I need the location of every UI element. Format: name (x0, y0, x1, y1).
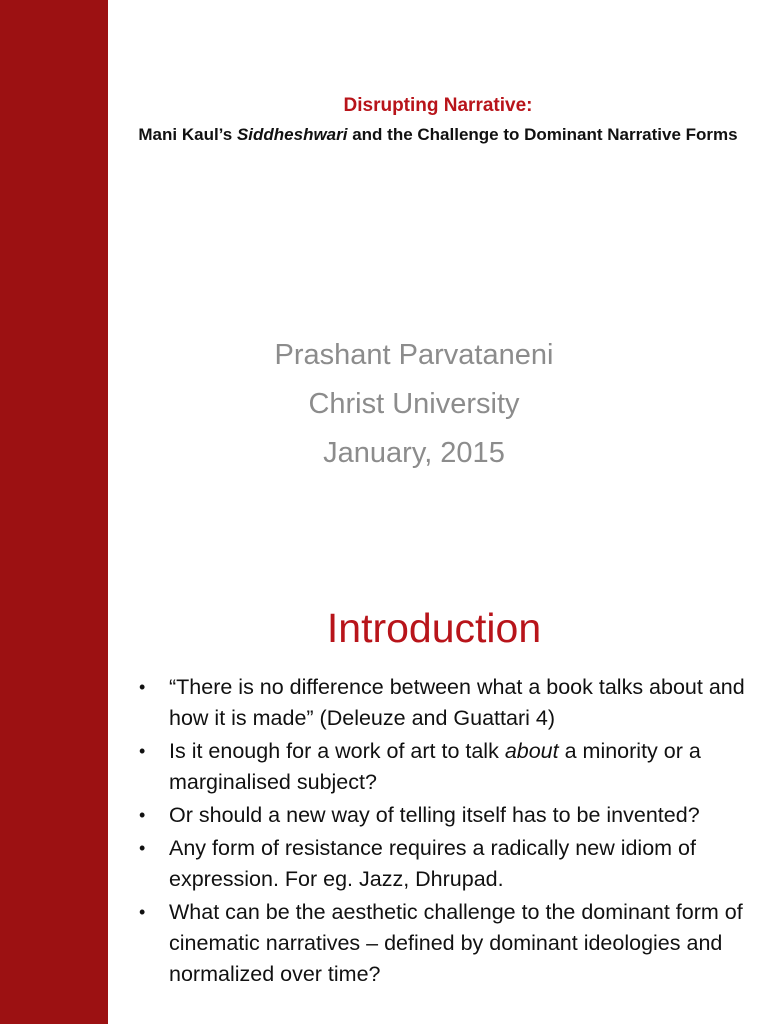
subtitle-film-name: Siddheshwari (236, 125, 348, 144)
list-item (136, 833, 748, 895)
author-name: Prashant Parvataneni (274, 339, 554, 371)
section-heading: Introduction (326, 605, 542, 651)
list-item (136, 800, 748, 831)
presentation-date: January, 2015 (323, 437, 505, 469)
author-info (108, 331, 720, 478)
bullet-text: What can be the aesthetic challenge to the dominant form of cinematic narratives – defined by dominant ideologies and normalized over time? (169, 900, 743, 986)
list-item (136, 672, 748, 734)
subtitle-text-start: Mani Kaul’s (138, 125, 237, 144)
bullet-text-end: a minority or a marginalised subject? (169, 739, 701, 794)
bullet-text: Is it enough for a work of art to talk (169, 739, 505, 763)
bullet-text: “There is no difference between what a book talks about and how it is made” (Deleuze and Guattari 4) (169, 675, 745, 730)
title-subtitle (128, 121, 748, 148)
bullet-emphasis: about (504, 739, 559, 763)
title-main: Disrupting Narrative: (343, 95, 533, 116)
bullet-icon: • (139, 805, 146, 825)
bullet-icon: • (139, 741, 146, 761)
presentation-title (108, 93, 768, 148)
decorative-sidebar (0, 0, 108, 1024)
bullet-text: Any form of resistance requires a radically new idiom of expression. For eg. Jazz, Dhrupad. (169, 836, 696, 891)
subtitle-text-end: and the Challenge to Dominant Narrative Forms (347, 125, 738, 144)
bullet-icon: • (139, 838, 146, 858)
bullet-icon: • (139, 902, 146, 922)
author-institution: Christ University (308, 388, 520, 420)
list-item (136, 736, 748, 798)
bullet-list (136, 672, 748, 992)
bullet-icon: • (139, 677, 146, 697)
bullet-text: Or should a new way of telling itself has to be invented? (169, 803, 700, 827)
list-item (136, 897, 748, 990)
